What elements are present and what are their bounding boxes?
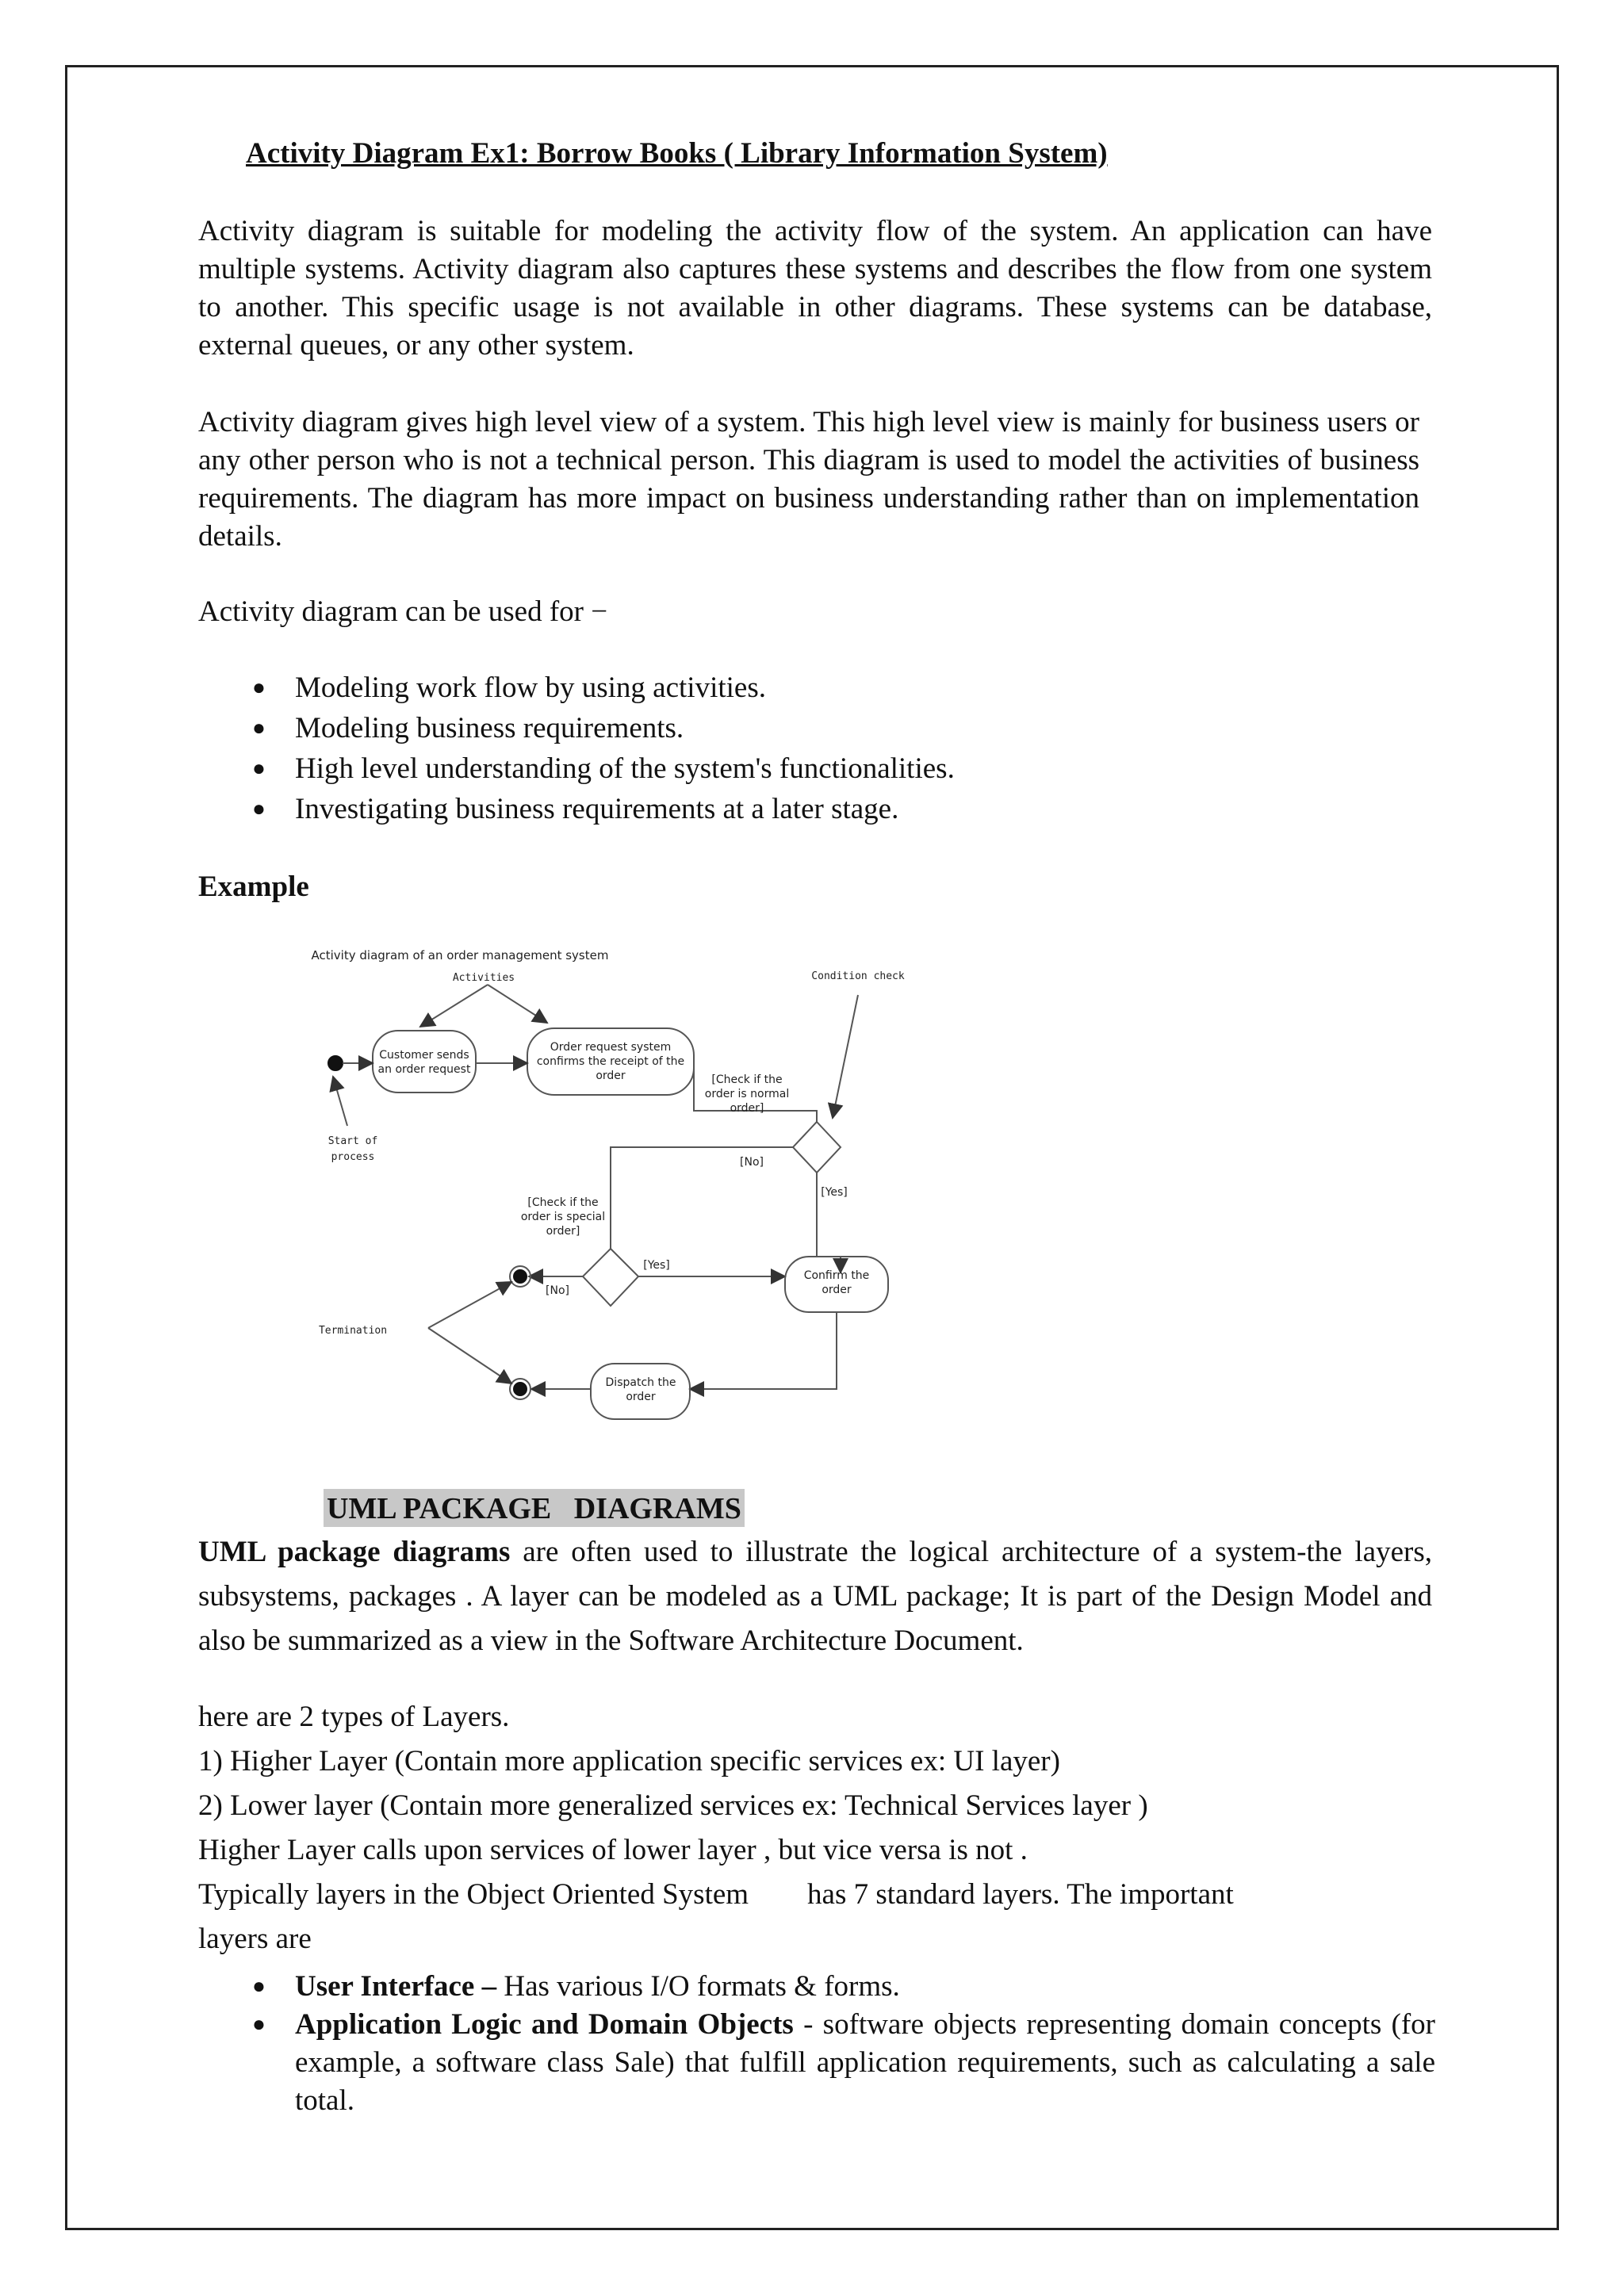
bullet-icon: ● (252, 797, 266, 821)
overview-paragraph: Activity diagram gives high level view of a system. This high level view is mainly for business users or any other person who is not a technical person. This diagram is used to model the activities of business requirements. The diagram has more impact on business understanding rather than on implementation details. (198, 406, 1419, 553)
layer-standard: Typically layers in the Object Oriented System has 7 standard layers. The important (198, 1878, 1234, 1911)
activities-label: Activities (452, 972, 515, 984)
node-label: an order request (377, 1063, 471, 1076)
node-label: Confirm the (803, 1269, 870, 1282)
layer-relation: Higher Layer calls upon services of lower layer , but vice versa is not . (198, 1834, 1028, 1866)
bullet-icon: ● (252, 2012, 266, 2037)
node-label: Order request system (550, 1041, 672, 1054)
bullet-icon: ● (252, 1974, 266, 1999)
node-label: Dispatch the (605, 1376, 676, 1389)
important-layers-list (198, 1968, 1435, 2120)
uml-term: UML package diagrams (198, 1536, 511, 1568)
condition-label: Condition check (811, 970, 905, 982)
list-item: ● User Interface – Has various I/O formats & forms. (198, 1968, 1435, 2006)
guard-yes: [Yes] (821, 1186, 848, 1199)
start-node (328, 1056, 343, 1070)
node-label: order (596, 1070, 626, 1082)
intro-paragraph: Activity diagram is suitable for modeling the activity flow of the system. An application can have multiple systems. Activity diagram also captures these systems and describes the flow from one system to another. This specific usage is not available in other diagrams. These systems can be database, external queues, or any other system. (198, 215, 1432, 362)
node-label: order (822, 1284, 852, 1296)
guard-no: [No] (546, 1284, 569, 1297)
list-item: ● Modeling business requirements. (198, 708, 955, 748)
decision-normal (793, 1122, 841, 1173)
termination-label: Termination (318, 1325, 388, 1337)
start-label-2: process (331, 1151, 375, 1163)
layer-higher: 1) Higher Layer (Contain more application specific services ex: UI layer) (198, 1745, 1060, 1777)
guard-label: order is normal (704, 1088, 790, 1100)
node-label: confirms the receipt of the (536, 1055, 685, 1068)
guard-label: [Check if the (711, 1073, 783, 1086)
node-label: order (626, 1391, 656, 1403)
customer-sends-node (373, 1031, 476, 1093)
uses-intro: Activity diagram can be used for − (198, 595, 608, 628)
node-label: Customer sends (379, 1049, 469, 1062)
layers-intro: here are 2 types of Layers. (198, 1701, 510, 1733)
list-item: ● Application Logic and Domain Objects - software objects representing domain concepts (for example, a software class Sale) that fulfill application requirements, such as calculating a sale total. (198, 2006, 1435, 2120)
uml-paragraph: UML package diagrams are often used to illustrate the logical architecture of a system-the layers, subsystems, packages . A layer can be modeled as a UML package; It is part of the Design Model and also be summarized as a view in the Software Architecture Document. (198, 1536, 1432, 1657)
bullet-icon: ● (252, 716, 266, 740)
guard-label: [Check if the (527, 1196, 599, 1209)
list-item: ● High level understanding of the system's functionalities. (198, 748, 955, 789)
layer-important: layers are (198, 1923, 312, 1955)
guard-yes: [Yes] (643, 1259, 670, 1272)
decision-special (583, 1249, 638, 1306)
diagram-title: Activity diagram of an order management system (311, 948, 609, 962)
activity-diagram (309, 939, 912, 1447)
example-heading: Example (198, 871, 309, 903)
uml-heading: UML PACKAGE DIAGRAMS (324, 1489, 745, 1527)
guard-label: order] (546, 1225, 580, 1238)
uses-list (198, 668, 955, 829)
start-label: Start of (327, 1135, 378, 1147)
page-title: Activity Diagram Ex1: Borrow Books ( Library Information System) (246, 137, 1108, 170)
list-item: ● Modeling work flow by using activities. (198, 668, 955, 708)
bullet-icon: ● (252, 756, 266, 781)
layer-lower: 2) Lower layer (Contain more generalized services ex: Technical Services layer ) (198, 1789, 1148, 1822)
guard-label: order is special (520, 1211, 606, 1223)
list-item: ● Investigating business requirements at a later stage. (198, 789, 955, 829)
bullet-icon: ● (252, 675, 266, 700)
guard-label: order] (730, 1102, 764, 1115)
guard-no: [No] (740, 1156, 764, 1169)
